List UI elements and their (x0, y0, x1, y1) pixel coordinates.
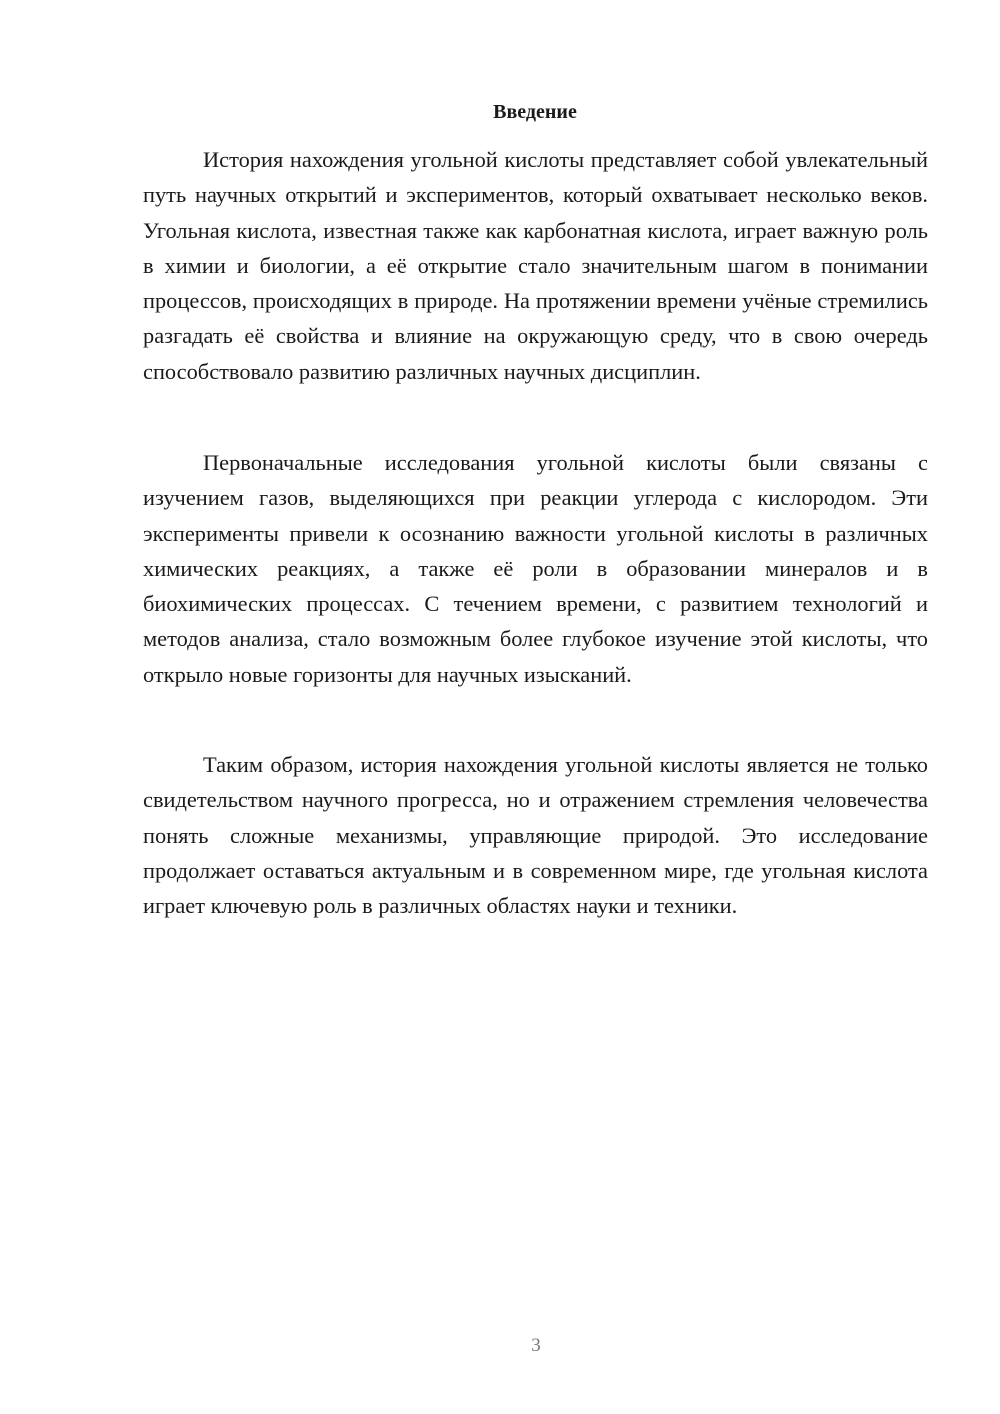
paragraph-3: Таким образом, история нахождения угольной кислоты является не только свидетельством научного прогресса, но и отражением стремления человечества понять сложные механизмы, управляющие природой. Это исследование продолжает оставаться актуальным и в современном мире, где угольная кислота играет ключевую роль в различных областях науки и техники. (143, 752, 928, 919)
paragraph-2: Первоначальные исследования угольной кислоты были связаны с изучением газов, выделяющихся при реакции углерода с кислородом. Эти эксперименты привели к осознанию важности угольной кислоты в различных химических реакциях, а также её роли в образовании минералов и в биохимических процессах. С течением времени, с развитием технологий и методов анализа, стало возможным более глубокое изучение этой кислоты, что открыло новые горизонты для научных изысканий. (143, 450, 928, 687)
page-number: 3 (531, 1335, 541, 1356)
section-heading: Введение (493, 101, 577, 123)
paragraph-1: История нахождения угольной кислоты представляет собой увлекательный путь научных открытий и экспериментов, который охватывает несколько веков. Угольная кислота, известная также как карбонатная кислота, играет важную роль в химии и биологии, а её открытие стало значительным шагом в понимании процессов, происходящих в природе. На протяжении времени учёные стремились разгадать её свойства и влияние на окружающую среду, что в свою очередь способствовало развитию различных научных дисциплин. (143, 147, 928, 384)
